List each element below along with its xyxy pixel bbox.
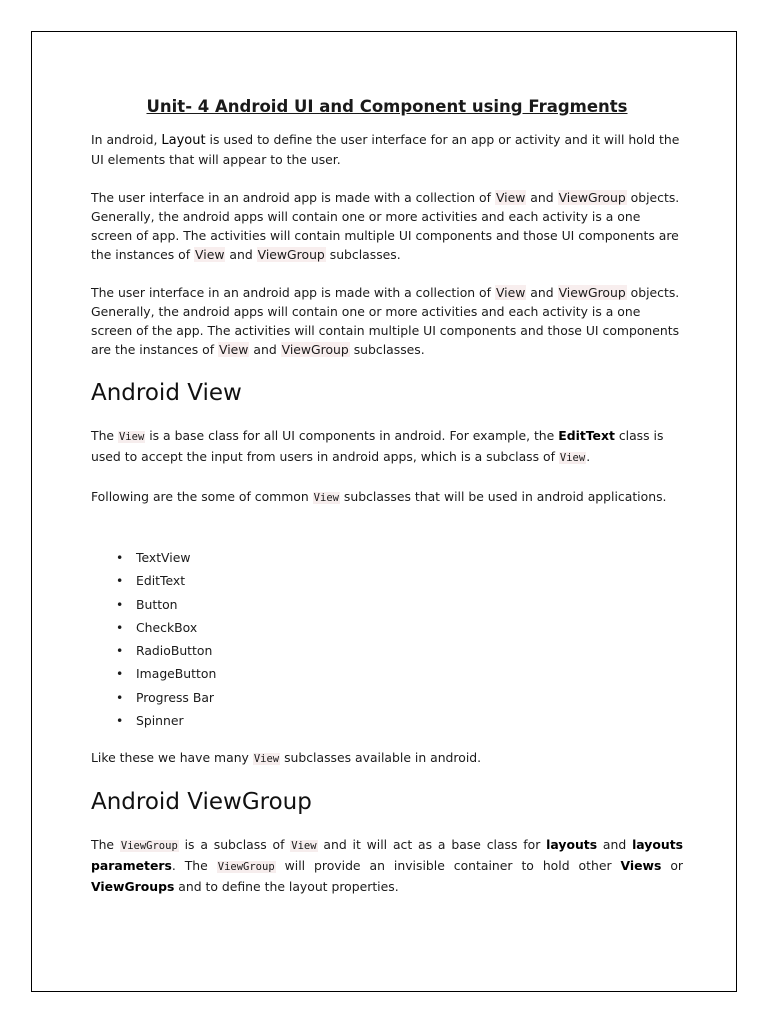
list-item (91, 662, 683, 685)
viewgroup-term: ViewGroup (257, 247, 325, 262)
text: The (91, 428, 118, 443)
android-view-paragraph-2 (91, 487, 683, 508)
list-item (91, 639, 683, 662)
text: is a subclass of (178, 837, 291, 853)
text: Like these we have many (91, 750, 253, 766)
text: and (249, 342, 281, 357)
text: subclasses. (325, 247, 401, 262)
viewgroup-term: ViewGroup (558, 190, 626, 205)
view-code: View (118, 431, 145, 443)
viewgroup-code: ViewGroup (120, 840, 178, 853)
view-code: View (253, 753, 280, 766)
list-item-label: ImageButton (136, 666, 217, 682)
intro-paragraph-2 (91, 188, 683, 264)
list-item (91, 593, 683, 616)
text: or (661, 858, 683, 874)
bullet-icon: • (116, 596, 124, 612)
android-viewgroup-heading: Android ViewGroup (91, 789, 312, 816)
text: objects. Generally, the android apps will contain one or more activities and each activity is a one screen of the app. The activities will contain multiple UI components and those UI components are the instances of (91, 285, 680, 357)
view-term: View (495, 190, 526, 205)
text: Following are the some of common (91, 489, 313, 504)
view-code: View (559, 452, 586, 464)
view-code: View (313, 492, 339, 504)
views-term: Views (620, 858, 662, 874)
text: is a base class for all UI components in android. For example, the (145, 428, 559, 443)
intro-paragraph-3 (91, 283, 683, 359)
text: objects. Generally, the android apps will contain one or more activities and each activity is a one screen of app. The activities will contain multiple UI components and those UI components are the instances of (91, 190, 680, 262)
text: . The (171, 858, 217, 874)
view-term: View (195, 247, 225, 262)
view-subclass-list (91, 546, 683, 732)
edittext-term: EditText (558, 428, 615, 443)
text: and to define the layout properties. (174, 879, 399, 895)
text: subclasses. (349, 342, 425, 357)
list-item-label: RadioButton (136, 643, 213, 659)
bullet-icon: • (116, 713, 124, 729)
text: In android, (91, 132, 162, 147)
list-item (91, 569, 683, 592)
text: class is used to accept the input from users in android apps, which is a subclass of (91, 428, 664, 464)
android-viewgroup-paragraph-1 (91, 835, 683, 896)
view-term: View (495, 285, 526, 300)
text: and (225, 247, 257, 262)
bullet-icon: • (116, 643, 124, 659)
intro-paragraph-1 (91, 130, 683, 169)
list-item-label: TextView (136, 550, 191, 565)
list-item (91, 709, 683, 732)
text: subclasses available in android. (280, 750, 482, 766)
text: will provide an invisible container to hold other (275, 858, 621, 874)
list-item-label: EditText (136, 573, 186, 589)
bullet-icon: • (116, 550, 124, 565)
viewgroup-code: ViewGroup (217, 861, 275, 874)
text: The user interface in an android app is made with a collection of (91, 285, 495, 300)
bullet-icon: • (116, 666, 124, 682)
text: and it will act as a base class for (317, 837, 547, 853)
text: subclasses that will be used in android applications. (339, 489, 667, 504)
android-view-paragraph-1 (91, 426, 683, 468)
page-title: Unit- 4 Android UI and Component using Fragments (146, 97, 628, 116)
android-view-heading: Android View (91, 380, 242, 406)
list-item-label: Button (136, 596, 178, 612)
text: and (526, 285, 558, 300)
list-item-label: Progress Bar (136, 689, 215, 705)
layouts-term: layouts (546, 837, 598, 853)
bullet-icon: • (116, 689, 124, 705)
view-code: View (291, 840, 317, 853)
android-view-paragraph-3 (91, 748, 683, 769)
bullet-icon: • (116, 619, 124, 635)
list-item-label: CheckBox (136, 619, 198, 635)
text: is used to define the user interface for an app or activity and it will hold the UI elements that will appear to the user. (91, 132, 680, 167)
viewgroup-term: ViewGroup (558, 285, 626, 300)
viewgroups-term: ViewGroups (91, 879, 175, 895)
list-item-label: Spinner (136, 713, 184, 729)
layout-term: Layout (161, 133, 206, 148)
document-content (91, 96, 683, 915)
viewgroup-term: ViewGroup (281, 342, 349, 357)
text: and (526, 190, 558, 205)
text: The (91, 837, 120, 853)
text: . (586, 449, 591, 464)
text: and (597, 837, 633, 853)
list-item (91, 546, 683, 569)
list-item (91, 686, 683, 709)
text: The user interface in an android app is made with a collection of (91, 190, 495, 205)
layouts-parameters-term: layouts parameters (91, 837, 683, 874)
document-page (31, 31, 737, 992)
list-item (91, 616, 683, 639)
view-term: View (219, 342, 249, 357)
bullet-icon: • (116, 573, 124, 589)
